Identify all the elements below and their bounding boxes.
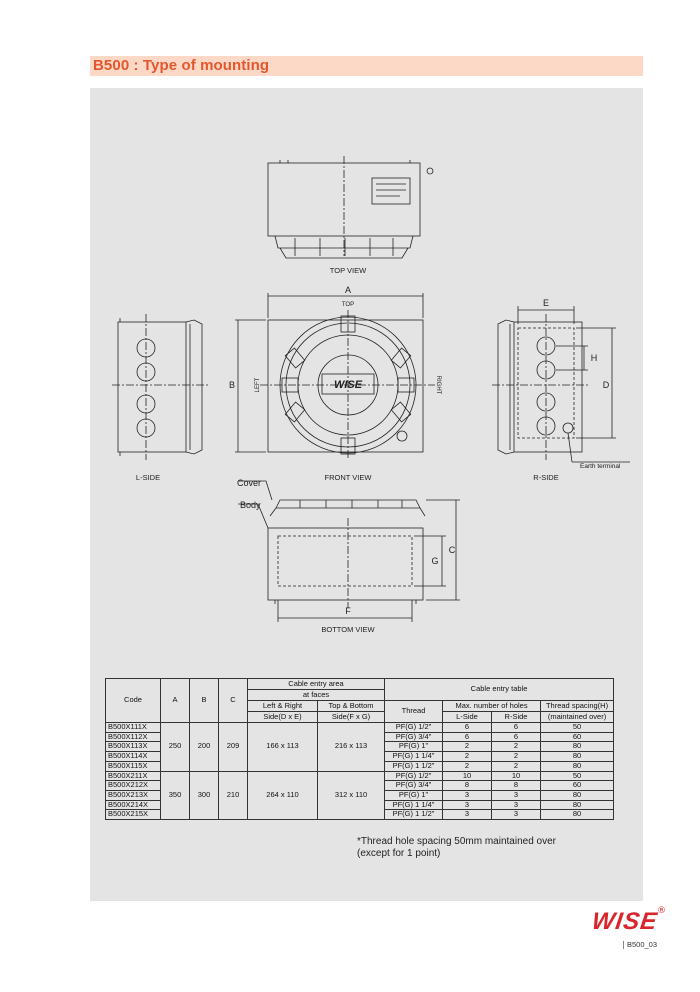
cell-rside: 6	[492, 732, 541, 742]
col-rside: R-Side	[492, 712, 541, 723]
cell-code: B500X114X	[106, 752, 161, 762]
cell-rside: 2	[492, 761, 541, 771]
front-view-drawing	[235, 293, 435, 460]
cell-lside: 8	[443, 781, 492, 791]
cell-rside: 6	[492, 723, 541, 733]
cell-a: 350	[161, 771, 190, 820]
cell-rside: 3	[492, 790, 541, 800]
cell-spacing: 80	[541, 761, 614, 771]
r-side-label: R-SIDE	[533, 473, 559, 482]
cell-code: B500X112X	[106, 732, 161, 742]
cell-lside: 6	[443, 723, 492, 733]
col-b: B	[190, 679, 219, 723]
registered-mark: ®	[657, 906, 666, 916]
cell-thread: PF(G) 1/2"	[385, 723, 443, 733]
table-row	[106, 771, 614, 781]
cell-spacing: 50	[541, 723, 614, 733]
col-a: A	[161, 679, 190, 723]
cell-lside: 2	[443, 752, 492, 762]
left-marker: LEFT	[255, 377, 261, 393]
top-view-drawing	[268, 156, 433, 258]
bottom-view-drawing	[238, 481, 460, 622]
front-brand-mark: WISE	[333, 379, 363, 391]
dim-b: B	[228, 380, 236, 390]
dim-c: C	[448, 545, 456, 555]
col-cable-table: Cable entry table	[385, 679, 614, 701]
cell-lside: 2	[443, 742, 492, 752]
cell-code: B500X111X	[106, 723, 161, 733]
body-label: Body	[240, 500, 261, 510]
l-side-label: L-SIDE	[135, 473, 161, 482]
cell-spacing: 60	[541, 732, 614, 742]
note-line-1: *Thread hole spacing 50mm maintained over	[357, 836, 556, 847]
cell-code: B500X212X	[106, 781, 161, 791]
page-title: B500 : Type of mounting	[93, 57, 270, 74]
cell-lr-area: 264 x 110	[248, 771, 318, 820]
l-side-drawing	[112, 314, 208, 460]
bottom-view-label: BOTTOM VIEW	[321, 625, 375, 634]
cell-lside: 3	[443, 800, 492, 810]
cell-lr-area: 166 x 113	[248, 723, 318, 772]
dim-a: A	[344, 285, 352, 295]
cell-lside: 2	[443, 761, 492, 771]
cell-thread: PF(G) 1"	[385, 790, 443, 800]
wise-logo: WISE	[590, 908, 660, 935]
col-code: Code	[106, 679, 161, 723]
cell-rside: 2	[492, 742, 541, 752]
dim-d: D	[602, 380, 610, 390]
cell-lside: 6	[443, 732, 492, 742]
cell-spacing: 80	[541, 800, 614, 810]
cell-thread: PF(G) 1 1/2"	[385, 761, 443, 771]
cell-tb-area: 216 x 113	[318, 723, 385, 772]
col-spacing-top: Thread spacing(H)	[541, 701, 614, 712]
cell-rside: 8	[492, 781, 541, 791]
col-tb-top: Top & Bottom	[318, 701, 385, 712]
cell-code: B500X213X	[106, 790, 161, 800]
earth-terminal-label: Earth terminal	[580, 463, 621, 470]
col-max-holes: Max. number of holes	[443, 701, 541, 712]
dim-e: E	[542, 298, 550, 308]
cell-b: 200	[190, 723, 219, 772]
cell-a: 250	[161, 723, 190, 772]
cell-spacing: 80	[541, 790, 614, 800]
cell-spacing: 60	[541, 781, 614, 791]
cell-spacing: 80	[541, 810, 614, 820]
dim-h: H	[590, 353, 598, 363]
cell-thread: PF(G) 1/2"	[385, 771, 443, 781]
cell-thread: PF(G) 1 1/4"	[385, 800, 443, 810]
cell-code: B500X215X	[106, 810, 161, 820]
dim-g: G	[431, 556, 439, 566]
col-lside: L-Side	[443, 712, 492, 723]
top-view-label: TOP VIEW	[329, 266, 367, 275]
cell-tb-area: 312 x 110	[318, 771, 385, 820]
spacing-note	[357, 836, 556, 860]
page-divider	[623, 941, 624, 949]
cell-spacing: 80	[541, 752, 614, 762]
cell-rside: 3	[492, 810, 541, 820]
top-marker: TOP	[341, 302, 355, 308]
front-view-label: FRONT VIEW	[324, 473, 372, 482]
cell-rside: 3	[492, 800, 541, 810]
cell-b: 300	[190, 771, 219, 820]
col-c: C	[219, 679, 248, 723]
right-marker: RIGHT	[435, 375, 441, 395]
cell-lside: 10	[443, 771, 492, 781]
col-area-bottom: at faces	[248, 690, 385, 701]
cable-entry-spec-table	[105, 678, 614, 820]
dim-f: F	[345, 606, 351, 616]
cell-thread: PF(G) 3/4"	[385, 781, 443, 791]
table-row	[106, 723, 614, 733]
cell-code: B500X115X	[106, 761, 161, 771]
col-lr-bottom: Side(D x E)	[248, 712, 318, 723]
cell-thread: PF(G) 1 1/2"	[385, 810, 443, 820]
r-side-drawing	[492, 306, 630, 462]
cell-lside: 3	[443, 810, 492, 820]
cell-rside: 2	[492, 752, 541, 762]
col-tb-bottom: Side(F x G)	[318, 712, 385, 723]
cell-rside: 10	[492, 771, 541, 781]
col-area-top: Cable entry area	[248, 679, 385, 690]
cell-thread: PF(G) 3/4"	[385, 732, 443, 742]
note-line-2: (except for 1 point)	[357, 848, 441, 859]
cell-code: B500X113X	[106, 742, 161, 752]
col-spacing-bottom: (maintained over)	[541, 712, 614, 723]
cover-label: Cover	[237, 478, 262, 488]
cell-lside: 3	[443, 790, 492, 800]
cell-code: B500X211X	[106, 771, 161, 781]
cell-c: 210	[219, 771, 248, 820]
cell-thread: PF(G) 1"	[385, 742, 443, 752]
cell-c: 209	[219, 723, 248, 772]
cell-spacing: 50	[541, 771, 614, 781]
page-code: B500_03	[627, 940, 658, 949]
col-thread: Thread	[385, 701, 443, 723]
cell-code: B500X214X	[106, 800, 161, 810]
cell-spacing: 80	[541, 742, 614, 752]
col-lr-top: Left & Right	[248, 701, 318, 712]
cell-thread: PF(G) 1 1/4"	[385, 752, 443, 762]
